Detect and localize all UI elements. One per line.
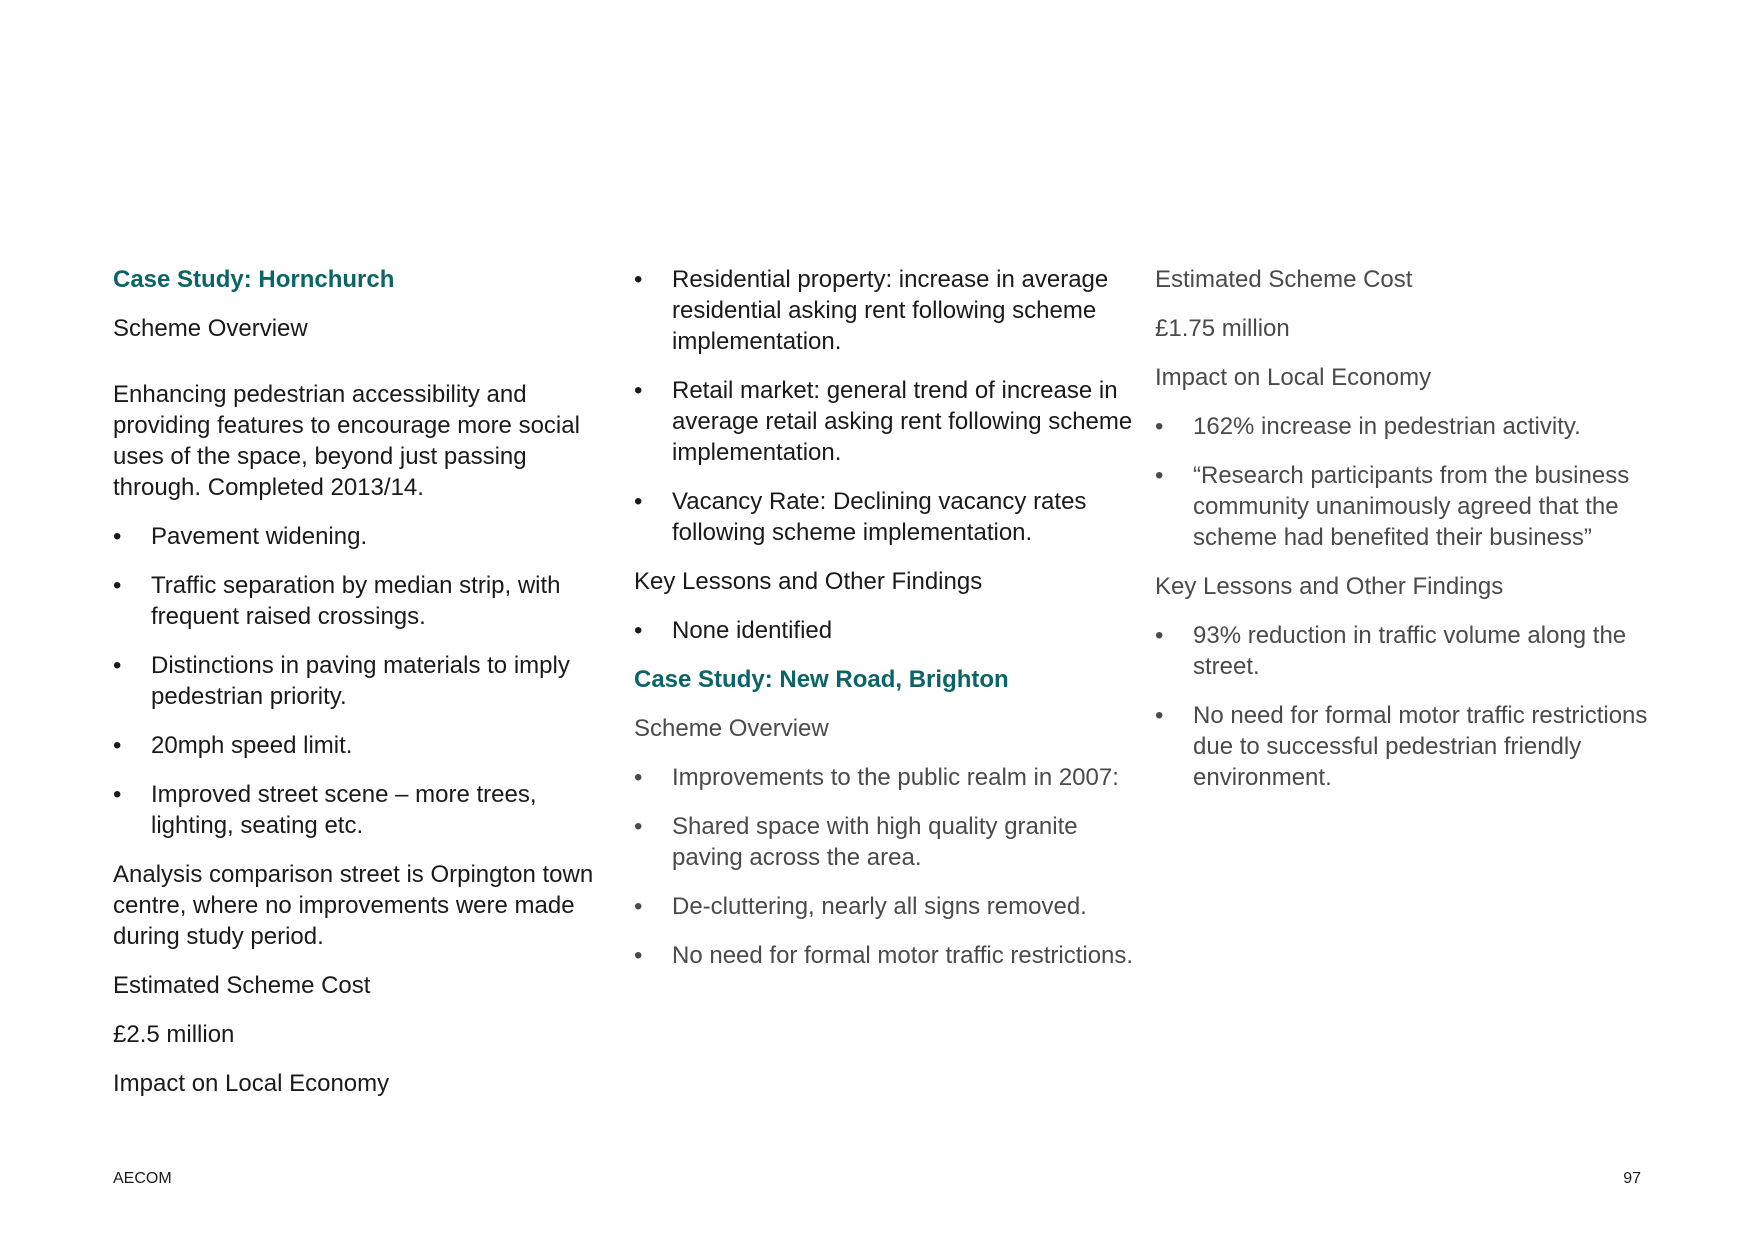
section-label-cost: Estimated Scheme Cost: [113, 972, 371, 999]
list-item: • None identified: [634, 615, 1134, 646]
list-item: • Vacancy Rate: Declining vacancy rates following scheme implementation.: [634, 486, 1134, 548]
case-study-title: Case Study: New Road, Brighton: [634, 666, 1009, 693]
list-item: • Residential property: increase in average residential asking rent following scheme implementation.: [634, 264, 1134, 357]
section-label-lessons: Key Lessons and Other Findings: [1155, 573, 1504, 600]
cost-value: £1.75 million: [1155, 315, 1290, 342]
section-label-cost: Estimated Scheme Cost: [1155, 266, 1413, 293]
list-item: • 162% increase in pedestrian activity.: [1155, 411, 1675, 442]
overview-bullet-list: [113, 521, 618, 841]
section-label-impact: Impact on Local Economy: [113, 1070, 390, 1097]
intro-paragraph: Enhancing pedestrian accessibility and providing features to encourage more social uses of the space, beyond just passing through. Completed 2013/14.: [113, 381, 580, 501]
analysis-paragraph: Analysis comparison street is Orpington town centre, where no improvements were made during study period.: [113, 861, 594, 950]
list-item: • Improved street scene – more trees, lighting, seating etc.: [113, 779, 618, 841]
list-item: • Retail market: general trend of increase in average retail asking rent following scheme implementation.: [634, 375, 1134, 468]
list-item: • Pavement widening.: [113, 521, 618, 552]
column-brighton-details: [1155, 264, 1675, 811]
list-item: • Distinctions in paving materials to imply pedestrian priority.: [113, 650, 618, 712]
list-item: • Shared space with high quality granite paving across the area.: [634, 811, 1134, 873]
lessons-bullet-list: [634, 615, 1134, 646]
impact-bullet-list: [1155, 411, 1675, 553]
list-item: • No need for formal motor traffic restrictions.: [634, 940, 1134, 971]
section-label-scheme-overview: Scheme Overview: [113, 315, 308, 342]
column-hornchurch: [113, 264, 618, 1117]
overview-bullet-list: [634, 762, 1134, 971]
section-label-scheme-overview: Scheme Overview: [634, 715, 829, 742]
lessons-bullet-list: [1155, 620, 1675, 793]
page-number: 97: [1623, 1170, 1641, 1187]
list-item: • No need for formal motor traffic restrictions due to successful pedestrian friendly environment.: [1155, 700, 1675, 793]
list-item: • 20mph speed limit.: [113, 730, 618, 761]
list-item: • De-cluttering, nearly all signs removed.: [634, 891, 1134, 922]
list-item: • Improvements to the public realm in 2007:: [634, 762, 1134, 793]
section-label-lessons: Key Lessons and Other Findings: [634, 568, 983, 595]
cost-value: £2.5 million: [113, 1021, 235, 1048]
column-middle: [634, 264, 1134, 989]
impact-bullet-list: [634, 264, 1134, 548]
case-study-title: Case Study: Hornchurch: [113, 266, 395, 293]
list-item: • “Research participants from the business community unanimously agreed that the scheme had benefited their business”: [1155, 460, 1675, 553]
list-item: • 93% reduction in traffic volume along the street.: [1155, 620, 1675, 682]
footer-brand: AECOM: [113, 1170, 172, 1187]
section-label-impact: Impact on Local Economy: [1155, 364, 1432, 391]
list-item: • Traffic separation by median strip, with frequent raised crossings.: [113, 570, 618, 632]
